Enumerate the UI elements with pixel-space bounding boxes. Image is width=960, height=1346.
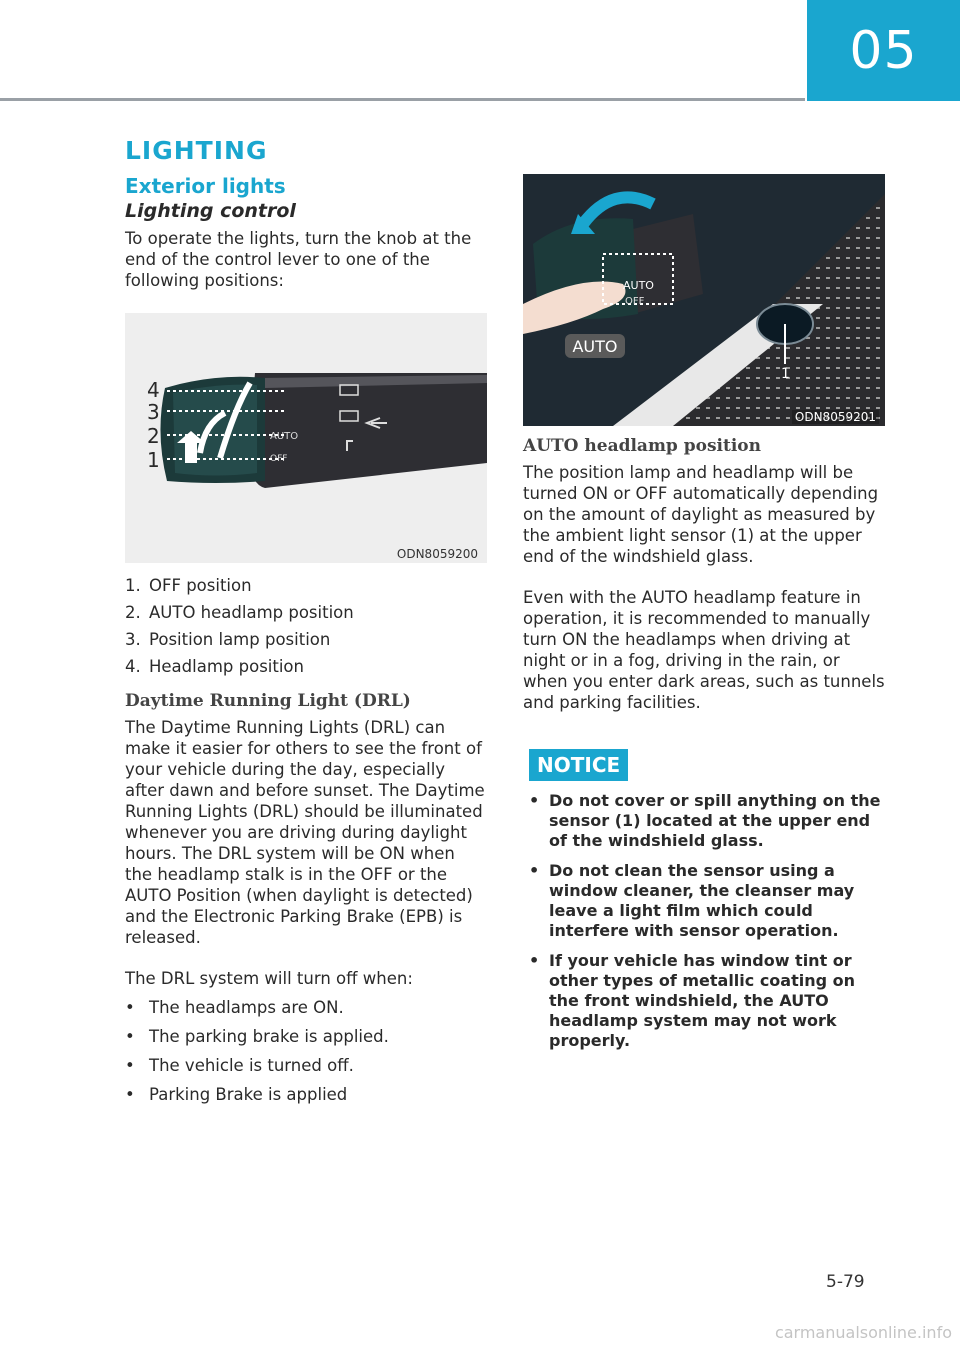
figure1-label-off: OFF	[270, 454, 288, 464]
figure2-label-auto: AUTO	[623, 279, 654, 292]
figure1-code: ODN8059200	[396, 547, 478, 561]
auto-tag: AUTO	[572, 337, 618, 356]
right-column	[523, 174, 885, 1061]
notice-badge: NOTICE	[529, 749, 628, 781]
auto-sensor-illustration	[523, 174, 885, 426]
list-item: • The headlamps are ON.	[125, 998, 344, 1017]
list-item: 2. AUTO headlamp position	[125, 603, 354, 622]
figure2-code: ODN8059201	[792, 410, 879, 424]
callout-1: 1	[147, 448, 160, 472]
callout-4: 4	[147, 378, 160, 402]
drl-off-intro: The DRL system will turn off when:	[125, 969, 413, 988]
list-item: • Parking Brake is applied	[125, 1085, 348, 1104]
list-item: 3. Position lamp position	[125, 630, 331, 649]
list-item: • Do not cover or spill anything on the sensor (1) located at the upper end of the windshield glass.	[529, 791, 881, 850]
list-item: 4. Headlamp position	[125, 657, 304, 676]
watermark: carmanualsonline.info	[774, 1323, 952, 1342]
callout-3: 3	[147, 400, 160, 424]
list-item: 1. OFF position	[125, 576, 252, 595]
subheading-exterior-lights: Exterior lights	[125, 174, 286, 198]
lever-illustration	[125, 313, 487, 563]
figure1-label-auto: AUTO	[270, 431, 299, 442]
sensor-callout: 1	[781, 366, 790, 382]
callout-2: 2	[147, 424, 160, 448]
drl-heading: Daytime Running Light (DRL)	[125, 691, 411, 711]
auto-paragraph-2: Even with the AUTO headlamp feature in operation, it is recommended to manually turn ON the headlamps when driving at night or in a fog, driving in the rain, or when you enter dark areas, such as tunnels and parking facilities.	[523, 588, 885, 712]
left-column	[125, 170, 487, 1113]
subheading-lighting-control: Lighting control	[125, 200, 296, 222]
intro-paragraph: To operate the lights, turn the knob at the end of the control lever to one of the following positions:	[125, 229, 472, 290]
section-title: LIGHTING	[125, 136, 268, 165]
chapter-number: 05	[849, 20, 918, 81]
list-item: • If your vehicle has window tint or other types of metallic coating on the front windshield, the AUTO headlamp system may not work properly.	[529, 951, 856, 1050]
chapter-tab	[807, 0, 960, 101]
figure2-label-off: OFF	[625, 296, 645, 307]
position-list	[125, 575, 487, 677]
lighting-control-figure	[125, 313, 487, 563]
header-rule	[0, 98, 805, 101]
list-item: • Do not clean the sensor using a window cleaner, the cleanser may leave a light film which could interfere with sensor operation.	[529, 861, 855, 940]
notice-list	[523, 791, 885, 1051]
drl-paragraph: The Daytime Running Lights (DRL) can make it easier for others to see the front of your vehicle during the day, especially after dawn and before sunset. The Daytime Running Lights (DRL) should be illuminated whenever you are driving during daylight hours. The DRL system will be ON when the headlamp stalk is in the OFF or the AUTO Position (when daylight is detected) and the Electronic Parking Brake (EPB) is released.	[125, 718, 485, 947]
auto-headlamp-figure	[523, 174, 885, 426]
drl-off-list	[125, 997, 487, 1105]
list-item: • The parking brake is applied.	[125, 1027, 389, 1046]
list-item: • The vehicle is turned off.	[125, 1056, 354, 1075]
auto-paragraph-1: The position lamp and headlamp will be turned ON or OFF automatically depending on the amount of daylight as measured by the ambient light sensor (1) at the upper end of the windshield glass.	[523, 463, 879, 566]
page-number: 5-79	[826, 1272, 865, 1292]
auto-headlamp-heading: AUTO headlamp position	[523, 436, 761, 456]
